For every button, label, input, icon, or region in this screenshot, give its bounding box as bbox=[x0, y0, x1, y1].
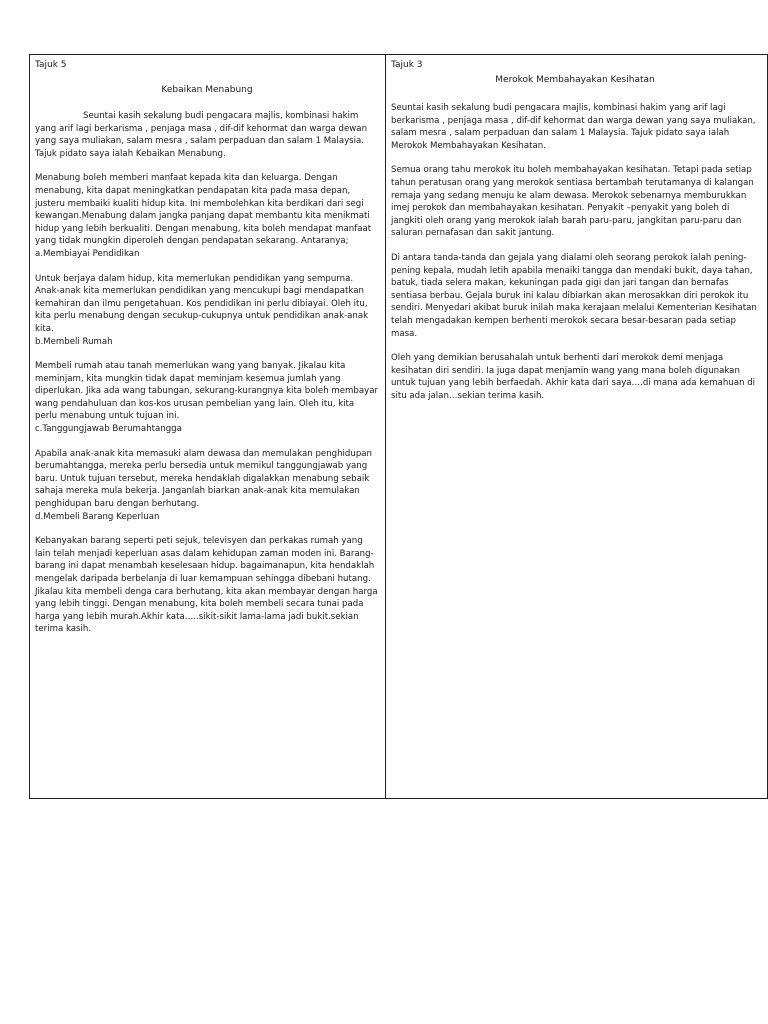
speech-body bbox=[391, 102, 759, 402]
right-column bbox=[386, 55, 767, 798]
speech-title: Kebaikan Menabung bbox=[161, 85, 253, 95]
section-heading: c.Tanggungjawab Berumahtangga bbox=[35, 424, 182, 435]
paragraph: Oleh yang demikian berusahalah untuk berhenti dari merokok demi menjaga kesihatan diri sendiri. Ia juga dapat menjamin wang yang mana boleh digunakan untuk tujuan yang lebih berfaedah. Akhir kata dari saya….di mana ada kemahuan di situ ada jalan…sekian terima kasih. bbox=[391, 353, 756, 401]
paragraph: Semua orang tahu merokok itu boleh membahayakan kesihatan. Tetapi pada setiap tahun peratusan orang yang merokok sentiasa bertambah terutamanya di kalangan remaja yang sedang menuju ke alam dewasa. Merokok sebenarnya memburukkan imej perokok dan membahayakan kesihatan. Penyakit –penyakit yang boleh di jangkiti oleh orang yang merokok ialah barah paru-paru, jangkitan paru-paru dan saluran pernafasan dan sakit jantung. bbox=[391, 165, 754, 239]
section-heading: d.Membeli Barang Keperluan bbox=[35, 511, 160, 522]
speech-title: Merokok Membahayakan Kesihatan bbox=[495, 75, 655, 85]
speech-body bbox=[35, 110, 379, 636]
document-table bbox=[29, 54, 768, 799]
paragraph: Apabila anak-anak kita memasuki alam dewasa dan memulakan penghidupan berumahtangga, mereka perlu bersedia untuk memikul tanggungjawab yang baru. Untuk tujuan tersebut, mereka hendaklah digalakkan menabung sebaik sahaja mereka mula bekerja. Janganlah biarkan anak-anak kita memulakan penghidupan baru dengan berhutang. bbox=[35, 448, 373, 510]
topic-number: Tajuk 3 bbox=[391, 60, 423, 70]
paragraph: Menabung boleh memberi manfaat kepada kita dan keluarga. Dengan menabung, kita dapat meningkatkan pendapatan kita pada masa depan, justeru membaiki kualiti hidup kita. Ini membolehkan kita berdikari dari segi kewangan.Menabung dalam jangka panjang dapat membantu kita menikmati hidup yang lebih berkualiti. Dengan menabung, kita boleh mendapat manfaat yang tidak mungkin diperoleh dengan pendapatan sekarang. Antaranya; bbox=[35, 173, 372, 247]
paragraph: Seuntai kasih sekalung budi pengacara majlis, kombinasi hakim yang arif lagi berkarisma , penjaga masa , dif-dif kehormat dan warga dewan yang saya muliakan, salam mesra , salam perpaduan dan salam 1 Malaysia. Tajuk pidato saya ialah Merokok Membahayakan Kesihatan. bbox=[391, 103, 756, 151]
paragraph: Seuntai kasih sekalung budi pengacara majlis, kombinasi hakim yang arif lagi berkarisma , penjaga masa , dif-dif kehormat dan warga dewan yang saya muliakan, salam mesra , salam perpaduan dan salam 1 Malaysia. Tajuk pidato saya ialah Kebaikan Menabung. bbox=[35, 111, 368, 159]
paragraph: Untuk berjaya dalam hidup, kita memerlukan pendidikan yang sempurna. Anak-anak kita memerlukan pendidikan yang mencukupi bagi mendapatkan kemahiran dan ilmu pengetahuan. Kos pendidikan ini perlu dibiayai. Oleh itu, kita perlu menabung dengan secukup-cukupnya untuk pendidikan anak-anak kita. bbox=[35, 273, 369, 334]
paragraph: Kebanyakan barang seperti peti sejuk, televisyen dan perkakas rumah yang lain telah menjadi keperluan asas dalam kehidupan zaman moden ini. Barang-barang ini dapat menambah keselesaan hidup. bagaimanapun, kita hendaklah mengelak daripada berbelanja di luar kemampuan sehingga dibebani hutang. Jikalau kita membeli denga cara berhutang, kita akan membayar dengan harga yang lebih tinggi. Dengan menabung, kita boleh membeli secara tunai pada harga yang lebih murah.Akhir kata…..sikit-sikit lama-lama jadi bukit.sekian terima kasih. bbox=[35, 536, 378, 635]
topic-number: Tajuk 5 bbox=[35, 60, 67, 70]
paragraph: Di antara tanda-tanda dan gejala yang dialami oleh seorang perokok ialah pening-pening kepala, mudah letih apabila menaiki tangga dan mendaki bukit, daya tahan, batuk, tiada selera makan, kekuningan pada gigi dan jari tangan dan bernafas sentiasa berbau. Gejala buruk ini kalau dibiarkan akan merosakkan diri perokok itu sendiri. Menyedari akibat buruk inilah maka kerajaan melalui Kementerian Kesihatan telah mengadakan kempen berhenti merokok secara besar-besaran pada setiap masa. bbox=[391, 252, 757, 339]
left-column bbox=[30, 55, 386, 798]
section-heading: b.Membeli Rumah bbox=[35, 336, 113, 347]
paragraph: Membeli rumah atau tanah memerlukan wang yang banyak. Jikalau kita meminjam, kita mungkin tidak dapat meminjam kesemua jumlah yang diperlukan. Jika ada wang tabungan, sekurang-kurangnya kita boleh membayar wang pendahuluan dan kos-kos urusan pembelian yang lain. Oleh itu, kita perlu menabung untuk tujuan ini. bbox=[35, 361, 379, 422]
section-heading: a.Membiayai Pendidikan bbox=[35, 248, 140, 259]
